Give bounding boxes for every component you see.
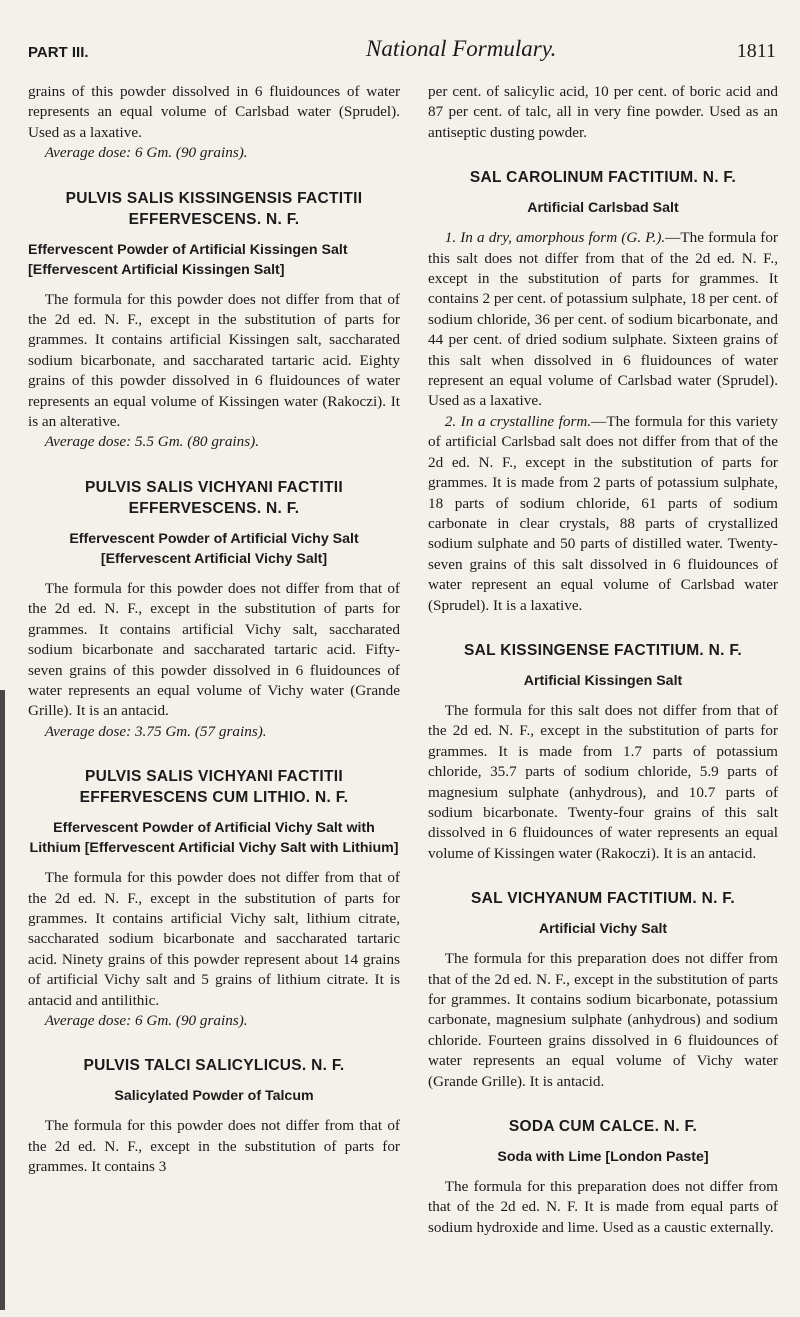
entry-title: SODA CUM CALCE. N. F. — [508, 1118, 698, 1136]
entry-subtitle: Artificial Vichy Salt — [538, 921, 668, 938]
page-header — [28, 36, 776, 76]
continued-text: per cent. of salicylic acid, 10 per cent. of boric acid and 87 per cent. of talc, all in very fine powder. Used as an antiseptic dusting powder. — [428, 83, 778, 141]
entry-text-crystalline-form — [428, 412, 778, 616]
left-column — [28, 82, 400, 1178]
page-number: 1811 — [736, 40, 776, 62]
entry-title: PULVIS TALCI SALICYLICUS. N. F. — [83, 1057, 345, 1075]
entry-text: The formula for this powder does not differ from that of the 2d ed. N. F., except in the substitution of parts for grammes. It contains artificial Vichy salt, saccharated sodium bicarbonate and saccharated tartaric acid. Fifty-seven grains of this powder dissolved in 6 fluidounces of water represents an equal volume of Vichy water (Grande Grille). It is an antacid. — [28, 579, 400, 720]
page-edge-shadow — [0, 690, 5, 1310]
entry-kissingen-salt — [428, 640, 778, 864]
part-label: PART III. — [28, 44, 89, 61]
form-label: 2. In a crystalline form. — [444, 412, 592, 430]
entry-subtitle: Effervescent Powder of Artificial Kissingen Salt [Effervescent Artificial Kissingen Salt] — [28, 241, 348, 278]
entry-title: SAL VICHYANUM FACTITIUM. N. F. — [471, 890, 735, 908]
entry-kissingen-powder — [28, 188, 400, 453]
entry-text: The formula for this preparation does not differ from that of the 2d ed. N. F., except in the substitution of parts for grammes. It contains sodium bicarbonate, potassium carbonate, magnesium sulphate (anhydrous) and sodium chloride. Fourteen grains dissolved in 6 fluidounces of water represents an equal volume of Vichy water (Grande Grille). It is antacid. — [428, 950, 778, 1090]
entry-subtitle: Effervescent Powder of Artificial Vichy Salt [Effervescent Artificial Vichy Salt] — [69, 530, 359, 567]
entry-carlsbad-salt — [428, 167, 778, 616]
right-column — [428, 82, 778, 1238]
continued-text: grains of this powder dissolved in 6 fluidounces of water represents an equal volume of Carlsbad water (Sprudel). Used as a laxative. — [28, 83, 400, 141]
average-dose: Average dose: 3.75 Gm. (57 grains). — [44, 722, 267, 740]
entry-subtitle: Artificial Kissingen Salt — [523, 672, 683, 689]
entry-subtitle: Effervescent Powder of Artificial Vichy Salt with Lithium [Effervescent Artificial Vichy Salt with Lithium] — [29, 820, 399, 857]
average-dose: Average dose: 6 Gm. (90 grains). — [44, 144, 248, 162]
entry-title: PULVIS SALIS VICHYANI FACTITII EFFERVESCENS CUM LITHIO. N. F. — [79, 768, 349, 807]
entry-talc-powder — [28, 1055, 400, 1177]
entry-vichy-salt — [428, 888, 778, 1092]
entry-title: SAL CAROLINUM FACTITIUM. N. F. — [469, 169, 737, 187]
entry-title: PULVIS SALIS KISSINGENSIS FACTITII EFFERVESCENS. N. F. — [65, 189, 363, 228]
entry-text: The formula for this powder does not differ from that of the 2d ed. N. F., except in the substitution of parts for grammes. It contains artificial Vichy salt, lithium citrate, saccharated sodium bicarbonate and saccharated tartaric acid. Ninety grains of this powder represent about 14 grains of artificial Vichy salt and 5 grains of lithium citrate. It is antacid and antilithic. — [28, 869, 400, 1009]
entry-soda-lime — [428, 1116, 778, 1238]
average-dose: Average dose: 6 Gm. (90 grains). — [44, 1011, 248, 1029]
entry-vichy-lithium-powder — [28, 766, 400, 1031]
entry-subtitle: Artificial Carlsbad Salt — [527, 200, 679, 217]
form-label: 1. In a dry, amorphous form (G. P.). — [444, 229, 666, 247]
entry-text: The formula for this powder does not differ from that of the 2d ed. N. F., except in the substitution of parts for grammes. It contains 3 — [28, 1117, 400, 1176]
form-text: —The formula for this salt does not differ from that of the 2d ed. N. F., except in the substitution of parts for grammes. It contains 2 per cent. of potassium sulphate, 18 per cent. of sodium chloride, 36 per cent. of sodium bicarbonate, and 44 per cent. of dried sodium sulphate. Sixteen grains of this salt when dissolved in 6 fluidounces of water represent an equal volume of Carlsbad water (Sprudel). Used as a laxative. — [428, 229, 778, 410]
entry-title: SAL KISSINGENSE FACTITIUM. N. F. — [463, 641, 742, 659]
entry-text: The formula for this powder does not differ from that of the 2d ed. N. F., except in the substitution of parts for grammes. It contains artificial Kissingen salt, saccharated sodium bicarbonate, and saccharated tartaric acid. Eighty grains of this powder dissolved in 6 fluidounces of water represents an equal volume of Kissingen water (Rakoczi). It is an alterative. — [28, 290, 400, 431]
entry-text-dry-form — [428, 228, 778, 412]
entry-subtitle: Soda with Lime [London Paste] — [497, 1149, 709, 1166]
entry-vichy-powder — [28, 477, 400, 742]
form-text: —The formula for this variety of artificial Carlsbad salt does not differ from that of the 2d ed. N. F., except in the substitution of parts for grammes. It is made from 2 parts of potassium sulphate, 18 parts of sodium chloride, 61 parts of sodium carbonate in clear crystals, 88 parts of crystallized sodium sulphate and 50 parts of distilled water. Twenty-seven grains of this salt dissolved in 6 fluidounces of water represent an equal volume of Carlsbad water (Sprudel). It is a laxative. — [428, 412, 778, 614]
entry-text: The formula for this preparation does not differ from that of the 2d ed. N. F. It is made from equal parts of sodium hydroxide and lime. Used as a caustic externally. — [428, 1178, 778, 1236]
running-title: National Formulary. — [366, 36, 557, 61]
average-dose: Average dose: 5.5 Gm. (80 grains). — [44, 433, 259, 451]
entry-subtitle: Salicylated Powder of Talcum — [114, 1088, 314, 1105]
entry-title: PULVIS SALIS VICHYANI FACTITII EFFERVESCENS. N. F. — [85, 478, 343, 517]
entry-text: The formula for this salt does not differ from that of the 2d ed. N. F., except in the substitution of parts for grammes. It is made from 1.7 parts of potassium chloride, 35.7 parts of sodium chloride, 5.9 parts of magnesium sulphate (anhydrous), and 10.7 parts of sodium bicarbonate. Twenty-four grains of this salt dissolved in 6 fluidounces of water represents an equal volume of Kissingen water (Rakoczi). It is an antacid. — [428, 701, 778, 862]
